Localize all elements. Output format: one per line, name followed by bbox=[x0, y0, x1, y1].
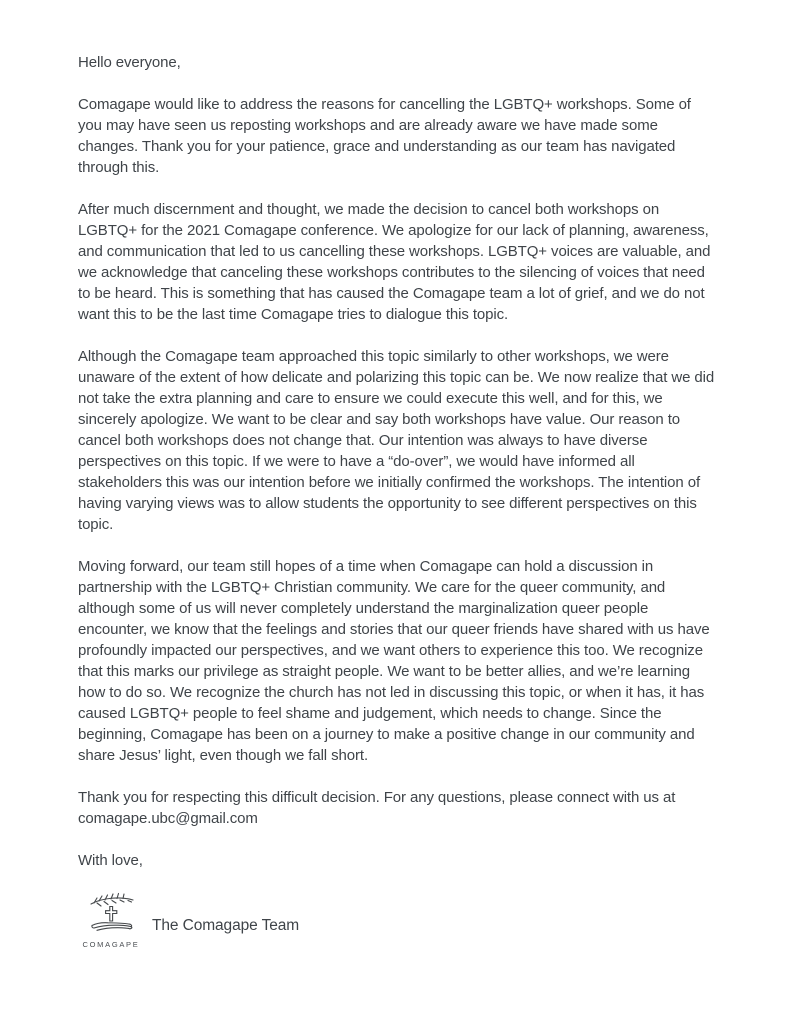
signoff: With love, bbox=[78, 852, 143, 869]
paragraph-moving-forward: Moving forward, our team still hopes of a time when Comagape can hold a discussion in partnership with the LGBTQ+ Christian community. We care for the queer community, and although some of us will never completely understand the marginalization queer people encounter, we know that the feelings and stories that our queer friends have shared with us have profoundly impacted our perspectives, and we want others to experience this too. We recognize that this marks our privilege as straight people. We want to be better allies, and we’re learning how to do so. We recognize the church has not led in discussing this topic, or when it has, it has caused LGBTQ+ people to feel shame and judgement, which needs to change. Since the beginning, Comagape has been on a journey to make a positive change in our community and share Jesus’ light, even though we fall short. bbox=[78, 558, 710, 764]
paragraph-reflection: Although the Comagape team approached this topic similarly to other workshops, we were unaware of the extent of how delicate and polarizing this topic can be. We now realize that we did not take the extra planning and care to ensure we could execute this well, and for this, we sincerely apologize. We want to be clear and say both workshops have value. Our reason to cancel both workshops does not change that. Our intention was always to have diverse perspectives on this topic. If we were to have a “do-over”, we would have informed all stakeholders this was our intention before we initially confirmed the workshops. The intention of having varying views was to allow students the opportunity to see different perspectives on this topic. bbox=[78, 348, 715, 533]
team-name: The Comagape Team bbox=[152, 917, 300, 934]
greeting: Hello everyone, bbox=[78, 54, 181, 71]
signature-block bbox=[78, 892, 718, 949]
closing-text: Thank you for respecting this difficult decision. For any questions, please connect with us at bbox=[78, 789, 676, 806]
closing-paragraph bbox=[78, 787, 718, 829]
letter-body bbox=[78, 52, 718, 949]
paragraph-intro: Comagape would like to address the reasons for cancelling the LGBTQ+ workshops. Some of you may have seen us reposting workshops and are already aware we have made some changes. Thank you for your patience, grace and understanding as our team has navigated through this. bbox=[78, 96, 691, 176]
logo-wordmark: COMAGAPE bbox=[82, 940, 140, 949]
comagape-logo bbox=[82, 892, 140, 949]
hand-cross-branch-icon bbox=[84, 892, 138, 938]
contact-email: comagape.ubc@gmail.com bbox=[78, 810, 258, 827]
paragraph-decision: After much discernment and thought, we made the decision to cancel both workshops on LGBTQ+ for the 2021 Comagape conference. We apologize for our lack of planning, awareness, and communication that led to us cancelling these workshops. LGBTQ+ voices are valuable, and we acknowledge that canceling these workshops contributes to the silencing of voices that need to be heard. This is something that has caused the Comagape team a lot of grief, and we do not want this to be the last time Comagape tries to dialogue this topic. bbox=[78, 201, 711, 323]
